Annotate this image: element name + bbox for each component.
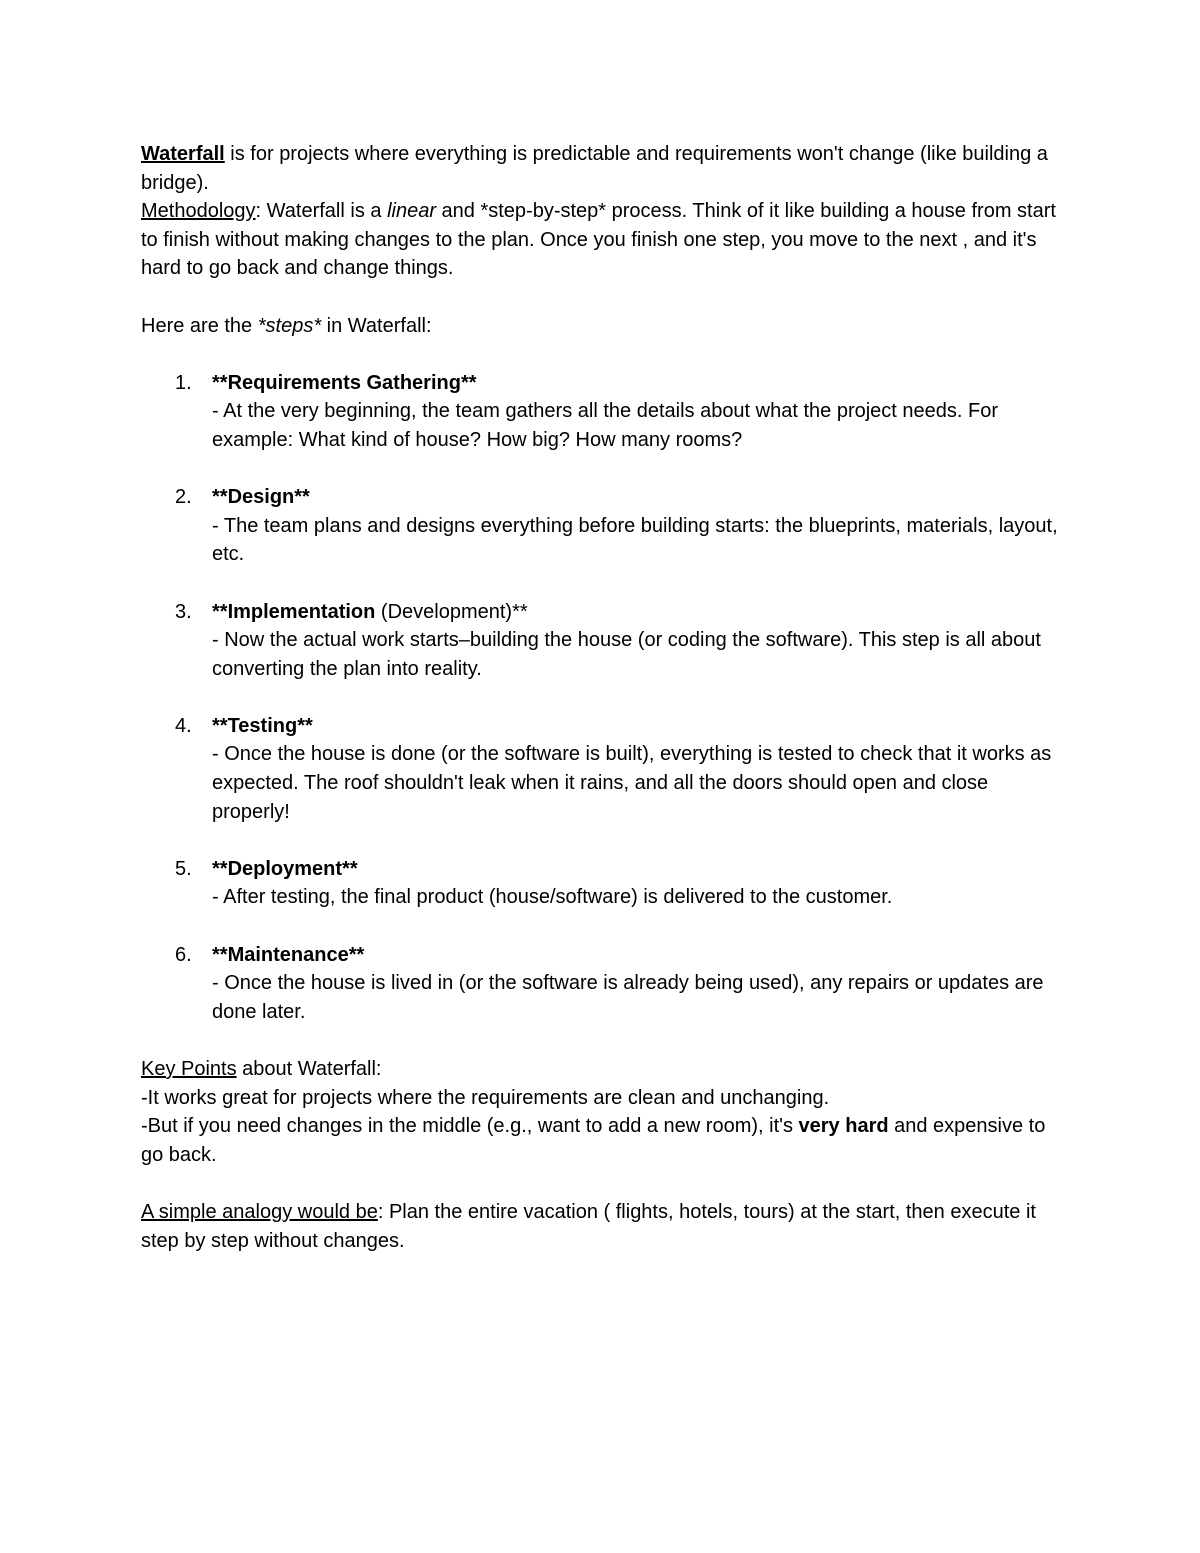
methodology-text-a: Waterfall is a — [261, 200, 388, 223]
step-description: - After testing, the final product (house/software) is delivered to the customer. — [212, 886, 893, 909]
step-description: - Once the house is done (or the software is built), everything is tested to check that it works as expected. The roof shouldn't leak when it rains, and all the doors should open and close properly! — [212, 743, 1052, 823]
step-number: 1. — [175, 371, 192, 394]
intro-paragraph — [141, 140, 1061, 197]
step-item — [141, 598, 1061, 684]
document-page — [141, 140, 1061, 1255]
analogy-text: Plan the entire vacation ( flights, hotels, tours) at the start, then execute it step by step without changes. — [141, 1200, 1036, 1252]
step-number: 4. — [175, 714, 192, 737]
step-number: 3. — [175, 600, 192, 623]
key-point-1: -It works great for projects where the requirements are clean and unchanging. — [141, 1086, 830, 1109]
step-title: **Maintenance** — [212, 943, 365, 966]
step-item — [141, 941, 1061, 1027]
step-title: **Design** — [212, 486, 310, 509]
step-item — [141, 369, 1061, 455]
step-description: - Now the actual work starts–building the house (or coding the software). This step is all about converting the plan into reality. — [212, 629, 1041, 680]
analogy-label: A simple analogy would be — [141, 1200, 378, 1223]
step-number: 6. — [175, 943, 192, 966]
step-title: **Testing** — [212, 714, 313, 737]
analogy-colon: : — [377, 1200, 384, 1223]
step-number: 5. — [175, 857, 192, 880]
steps-intro-emph: *steps* — [257, 314, 322, 337]
step-item — [141, 483, 1061, 569]
step-title-rest: (Development)** — [375, 600, 528, 623]
methodology-paragraph — [141, 197, 1061, 283]
step-title: **Requirements Gathering** — [212, 371, 477, 394]
step-number: 2. — [175, 486, 192, 509]
step-description: - At the very beginning, the team gathers all the details about what the project needs. For example: What kind of house? How big? How many rooms? — [212, 400, 999, 451]
key-point-2-before: -But if you need changes in the middle (e.g., want to add a new room), it's — [141, 1115, 799, 1138]
step-item — [141, 855, 1061, 912]
step-item — [141, 712, 1061, 826]
steps-intro-after: in Waterfall: — [321, 314, 432, 337]
key-points-heading — [141, 1055, 1061, 1084]
methodology-label: Methodology — [141, 200, 256, 223]
key-point-2-after: and expensive to go back. — [141, 1115, 1046, 1166]
spacer — [141, 283, 1061, 312]
step-description: - The team plans and designs everything before building starts: the blueprints, materials, layout, etc. — [212, 514, 1058, 566]
methodology-colon: : — [255, 200, 262, 223]
spacer — [141, 1026, 1061, 1055]
waterfall-term: Waterfall — [141, 143, 225, 165]
key-point-2 — [141, 1112, 1061, 1169]
spacer — [141, 1169, 1061, 1198]
step-title-bold: **Implementation — [212, 600, 376, 623]
key-points-after-label: about Waterfall: — [236, 1058, 382, 1080]
steps-list — [141, 369, 1061, 1027]
steps-intro-before: Here are the — [141, 314, 258, 337]
steps-intro — [141, 312, 1061, 341]
intro-text: is for projects where everything is predictable and requirements won't change (like building a bridge). — [141, 143, 1048, 194]
step-description: - Once the house is lived in (or the software is already being used), any repairs or updates are done later. — [212, 972, 1044, 1023]
linear-word: linear — [387, 200, 436, 223]
methodology-text-b: and *step-by-step* process. Think of it like building a house from start to finish without making changes to the plan. Once you finish one step, you move to the next , and it's hard to go back and change things. — [141, 200, 1056, 280]
key-point-2-bold: very hard — [798, 1115, 889, 1138]
analogy-paragraph — [141, 1198, 1061, 1255]
key-points-label: Key Points — [141, 1058, 237, 1080]
step-title: **Deployment** — [212, 857, 358, 880]
